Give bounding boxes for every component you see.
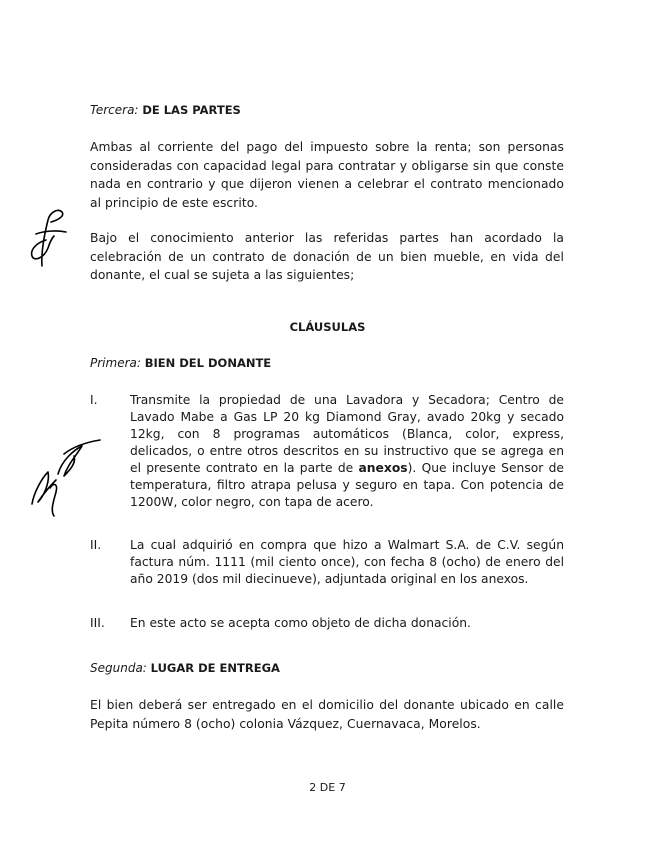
- paragraph-partes-2: Bajo el conocimiento anterior las referidas partes han acordado la celebración de un contrato de donación de un bien mueble, en vida del donante, el cual se sujeta a las siguientes;: [90, 231, 564, 282]
- section-label-primera: Primera:: [90, 356, 141, 370]
- paragraph-partes-1: Ambas al corriente del pago del impuesto sobre la renta; son personas consideradas con capacidad legal para contratar y obligarse sin que conste nada en contrario y que dijeron vienen a celebrar el contrato mencionado al principio de este escrito.: [90, 140, 564, 210]
- paragraph-lugar-entrega: El bien deberá ser entregado en el domicilio del donante ubicado en calle Pepita número 8 (ocho) colonia Vázquez, Cuernavaca, Morelos.: [90, 698, 564, 731]
- list-item-text-part: Transmite la propiedad de una Lavadora y Secadora; Centro de Lavado Mabe a Gas LP 20 kg Diamond Gray, avado 20kg y secado 12kg, con 8 programas automáticos (Blanca, color, express, delicados, o entre otros descritos en su instructivo que se agrega en el presente contrato en la parte de: [130, 393, 564, 475]
- list-item-number: III.: [90, 616, 105, 630]
- list-item-number: II.: [90, 538, 102, 552]
- list-item-text-part: ). Que incluye Sensor de temperatura, filtro atrapa pelusa y seguro en tapa. Con potencia de 1200W, color negro, con tapa de acero.: [130, 461, 564, 509]
- section-label-tercera: Tercera:: [90, 103, 139, 117]
- section-heading-tercera: [90, 101, 570, 119]
- section-title-tercera: DE LAS PARTES: [142, 103, 241, 117]
- list-item-text: [130, 392, 564, 511]
- signature-mark-1: [22, 206, 72, 268]
- section-heading-segunda: [90, 659, 570, 677]
- list-item-number: I.: [90, 393, 98, 407]
- section-heading-primera: [90, 354, 570, 372]
- list-item-text: En este acto se acepta como objeto de dicha donación.: [130, 616, 471, 630]
- signature-mark-2: [28, 434, 102, 518]
- clausulas-title: CLÁUSULAS: [289, 320, 366, 334]
- page-number: 2 DE 7: [309, 781, 346, 794]
- section-title-primera: BIEN DEL DONANTE: [144, 356, 272, 370]
- list-item-text-bold: anexos: [358, 461, 408, 475]
- section-label-segunda: Segunda:: [90, 661, 147, 675]
- section-title-segunda: LUGAR DE ENTREGA: [150, 661, 280, 675]
- list-item-text: La cual adquirió en compra que hizo a Walmart S.A. de C.V. según factura núm. 1111 (mil ciento once), con fecha 8 (ocho) de enero del año 2019 (dos mil diecinueve), adjuntada original en los anexos.: [130, 538, 564, 586]
